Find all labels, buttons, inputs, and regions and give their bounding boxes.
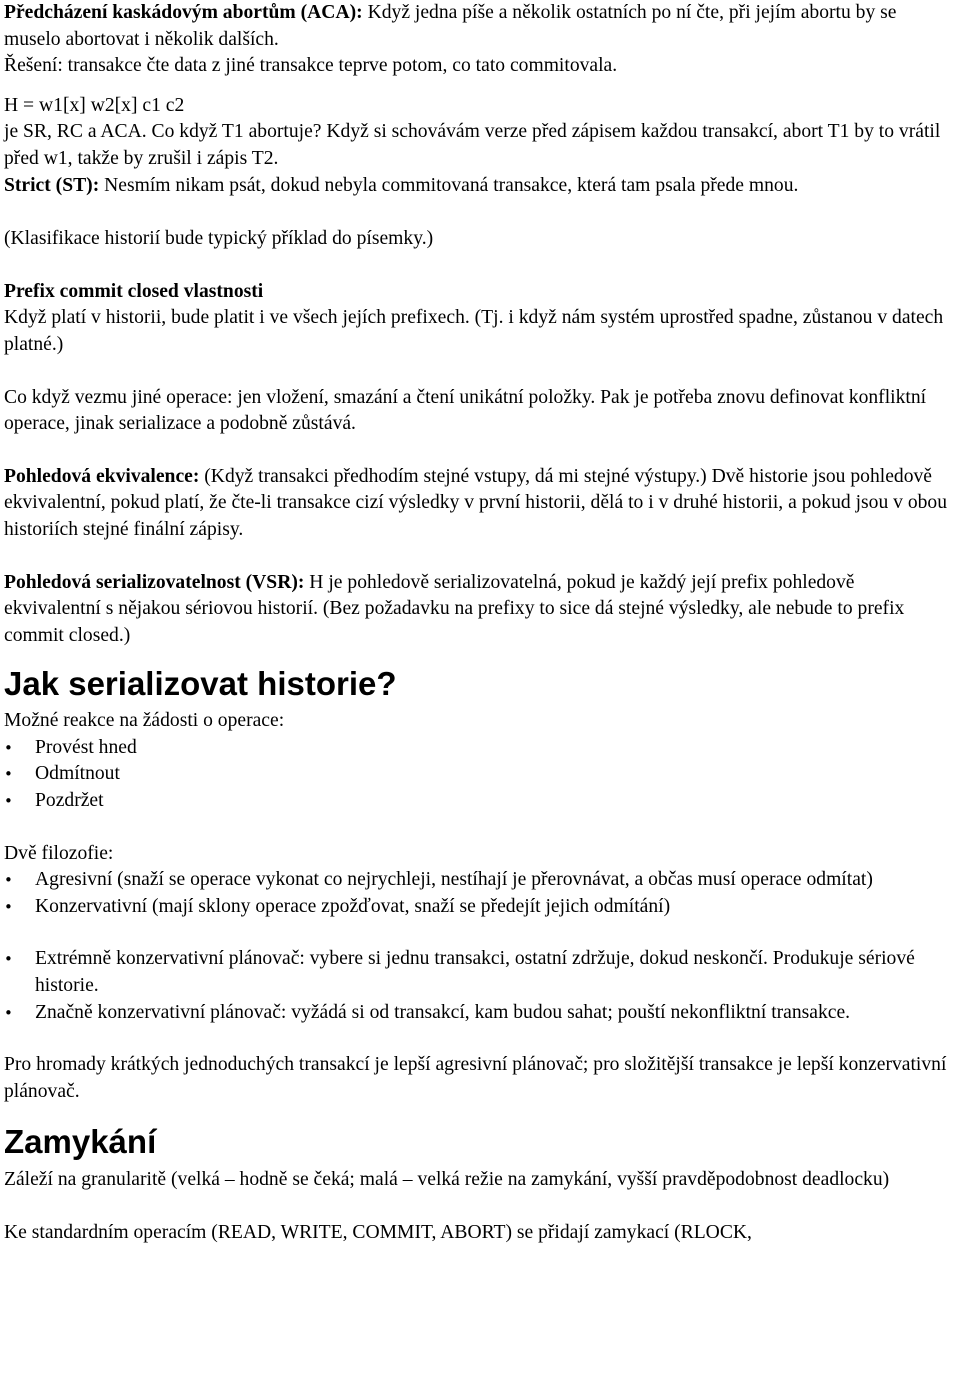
- aca-term: Předcházení kaskádovým abortům (ACA):: [4, 2, 363, 23]
- view-equivalence-paragraph: [4, 464, 956, 544]
- schedulers-list: [4, 946, 956, 1026]
- history-example: H = w1[x] w2[x] c1 c2: [4, 94, 185, 116]
- vsr-term: Pohledová serializovatelnost (VSR):: [4, 571, 305, 593]
- list-item: • Extrémně konzervativní plánovač: vybere si jednu transakci, ostatní zdržuje, dokud neskončí. Produkuje sériové historie.: [4, 946, 956, 999]
- spacer: [4, 438, 956, 464]
- strict-text: Nesmím nikam psát, dokud nebyla commitovaná transakce, která tam psala přede mnou.: [99, 174, 799, 196]
- spacer: [4, 544, 956, 570]
- spacer: [4, 253, 956, 279]
- reactions-list: [4, 735, 956, 815]
- document-page: [4, 0, 956, 1247]
- vsr-text: H je pohledově serializovatelná, pokud je každý její prefix pohledově ekvivalentní s nějakou sériovou historií. (Bez požadavku na prefixy to sice dá stejné výsledky, ale nebude to prefix commit closed.): [4, 571, 905, 646]
- strict-paragraph: [4, 173, 956, 200]
- view-equivalence-text: (Když transakci předhodím stejné vstupy, dá mi stejné výstupy.) Dvě historie jsou pohledově ekvivalentní, pokud platí, že čte-li transakce cizí výsledky v první historii, dělá to i v druhé historii, a pokud jsou v obou historiích stejné finální zápisy.: [4, 465, 948, 540]
- serialize-heading: Jak serializovat historie?: [4, 665, 397, 703]
- aca-paragraph: [4, 0, 956, 53]
- list-item: • Agresivní (snaží se operace vykonat co nejrychleji, nestíhají je přerovnávat, a občas musí operace odmítat): [4, 867, 956, 894]
- list-item: • Značně konzervativní plánovač: vyžádá si od transakcí, kam budou sahat; pouští nekonfliktní transakce.: [4, 1000, 956, 1027]
- locking-heading: Zamykání: [4, 1123, 157, 1161]
- scheduler-conclusion: Pro hromady krátkých jednoduchých transakcí je lepší agresivní plánovač; pro složitější transakce je lepší konzervativní plánovač.: [4, 1054, 947, 1102]
- other-operations-paragraph: Co když vezmu jiné operace: jen vložení, smazání a čtení unikátní položky. Pak je potřeba znovu definovat konfliktní operace, jinak serializace a podobně zůstává.: [4, 386, 927, 435]
- classification-note: (Klasifikace historií bude typický příklad do písemky.): [4, 228, 434, 250]
- lock-operations-line: Ke standardním operacím (READ, WRITE, COMMIT, ABORT) se přidají zamykací (RLOCK,: [4, 1222, 752, 1243]
- aca-solution: Řešení: transakce čte data z jiné transakce teprve potom, co tato commitovala.: [4, 55, 618, 77]
- spacer: [4, 1026, 956, 1052]
- spacer: [4, 815, 956, 841]
- list-item: • Konzervativní (mají sklony operace zpožďovat, snaží se předejít jejich odmítání): [4, 894, 956, 921]
- strict-term: Strict (ST):: [4, 174, 100, 196]
- list-item: • Odmítnout: [4, 761, 956, 788]
- reactions-intro: Možné reakce na žádosti o operace:: [4, 710, 285, 732]
- spacer: [4, 199, 956, 226]
- spacer: [4, 359, 956, 385]
- view-equivalence-term: Pohledová ekvivalence:: [4, 465, 200, 487]
- prefix-commit-text: Když platí v historii, bude platit i ve všech jejích prefixech. (Tj. i když nám systém uprostřed spadne, zůstanou v datech platné.): [4, 307, 944, 355]
- spacer: [4, 920, 956, 946]
- prefix-commit-heading: [4, 279, 956, 306]
- philosophies-intro: Dvě filozofie:: [4, 842, 114, 864]
- list-item: • Pozdržet: [4, 788, 956, 815]
- spacer: [4, 1194, 956, 1220]
- prefix-commit-heading-text: Prefix commit closed vlastnosti: [4, 280, 264, 302]
- spacer: [4, 1105, 956, 1122]
- granularity-paragraph: Záleží na granularitě (velká – hodně se čeká; malá – velká režie na zamykání, vyšší pravděpodobnost deadlocku): [4, 1169, 890, 1191]
- list-item: • Provést hned: [4, 735, 956, 762]
- example-paragraph: je SR, RC a ACA. Co když T1 abortuje? Když si schovávám verze před zápisem každou transakcí, abort T1 by to vrátil před w1, takže by zrušil i zápis T2.: [4, 121, 941, 169]
- philosophies-list: [4, 867, 956, 920]
- aca-text: Když jedna píše a několik ostatních po ní čte, při jejím abortu by se muselo abortovat i několik dalších.: [4, 2, 897, 50]
- vsr-paragraph: [4, 570, 956, 650]
- spacer: [4, 649, 956, 664]
- spacer: [4, 80, 956, 93]
